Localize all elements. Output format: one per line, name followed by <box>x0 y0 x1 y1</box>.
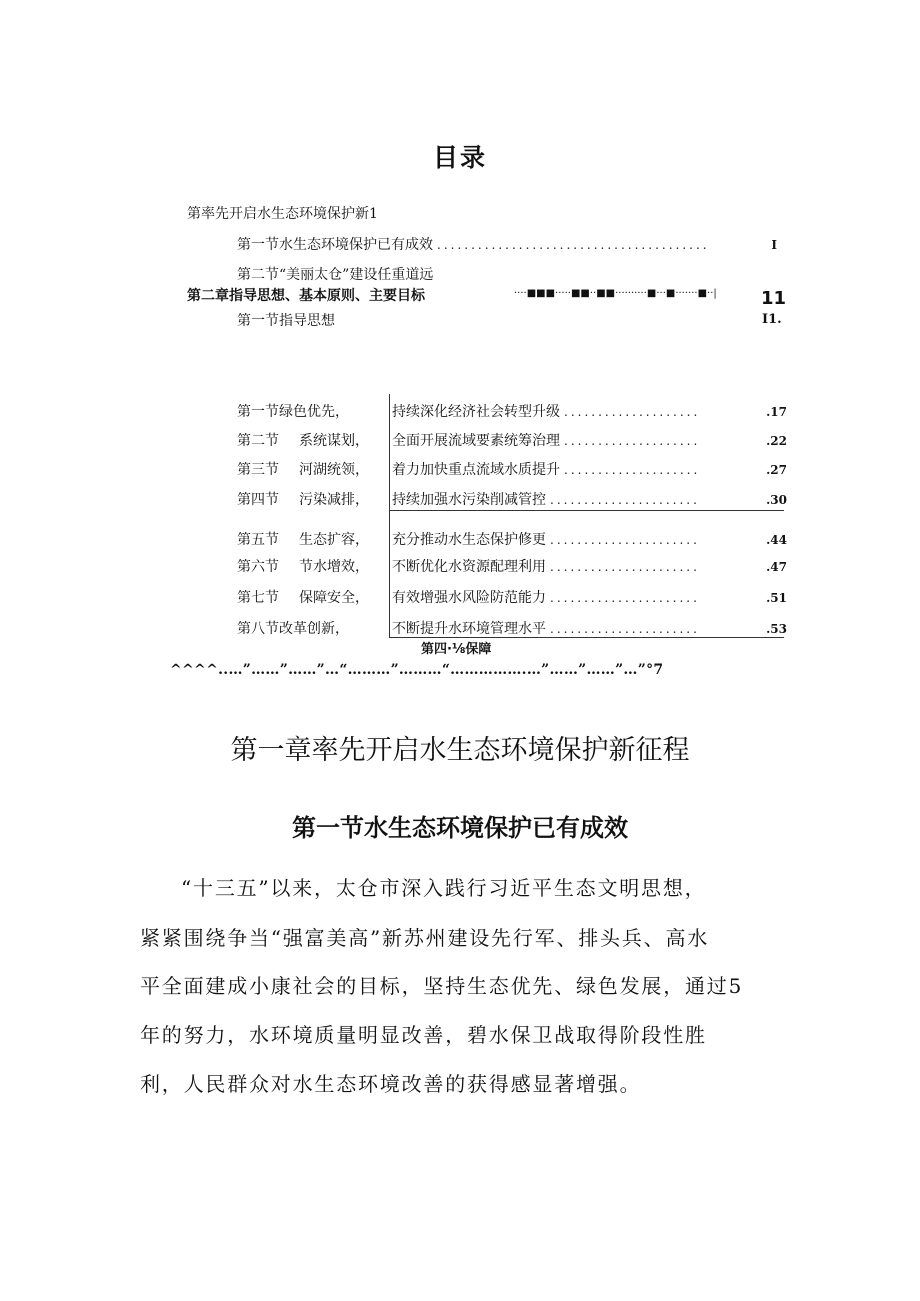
toc-ch3-section-5[interactable] <box>237 529 787 551</box>
toc-page-number: I <box>771 238 777 252</box>
section-description: 有效增强水风险防范能力 ...................... .51 <box>392 590 787 606</box>
toc-title: 目录 <box>432 143 487 172</box>
toc-garbled-leader: ^^^^..…”……”……”…“………”………“…………….…”……”……”…”°7 <box>170 662 664 678</box>
toc-ch3-section-3[interactable] <box>237 459 787 481</box>
chapter-title: 第一章率先开启水生态环境保护新征程 <box>230 735 690 766</box>
section-prefix: 第四节 <box>237 492 279 508</box>
section-principle: 保障安全， <box>299 590 369 606</box>
toc-ch1-section-2[interactable]: 第二节“美丽太仓”建设任重道远 <box>237 267 434 283</box>
toc-chapter-2[interactable]: 第二章指导思想、基本原则、主要目标 <box>187 288 425 304</box>
toc-chapter-4[interactable]: 第四·⅛保障 <box>421 642 492 657</box>
toc-ch3-section-7[interactable] <box>237 587 787 609</box>
section-description: 着力加快重点流域水质提升 .................... .27 <box>392 462 787 478</box>
toc-ch1-section-1[interactable] <box>237 234 777 254</box>
body-paragraph-line-3: 平全面建成小康社会的目标，坚持生态优先、绿色发展，通过5 <box>140 974 744 998</box>
section-prefix: 第一节绿色优先， <box>237 404 349 420</box>
section-principle: 生态扩容， <box>299 532 369 548</box>
section-principle: 污染减排， <box>299 492 369 508</box>
section-description: 全面开展流域要素统筹治理 .................... .22 <box>392 433 787 449</box>
toc-entry-label: 第一节水生态环境保护已有成效 <box>237 237 433 253</box>
body-paragraph-line-5: 利，人民群众对水生态环境改善的获得感显著增强。 <box>140 1072 642 1096</box>
section-title: 第一节水生态环境保护已有成效 <box>292 814 628 842</box>
body-paragraph-line-1: “十三五”以来，太仓市深入践行习近平生态文明思想， <box>181 876 707 900</box>
toc-leader-dots: ........................................ <box>437 238 710 252</box>
toc-ch3-section-2[interactable] <box>237 430 787 452</box>
section-prefix: 第八节改革创新， <box>237 621 349 637</box>
section-prefix: 第六节 <box>237 559 279 575</box>
body-paragraph-line-4: 年的努力，水环境质量明显改善，碧水保卫战取得阶段性胜 <box>140 1023 707 1047</box>
toc-ch2-section-1[interactable]: 第一节指导思想 <box>237 313 335 329</box>
section-description: 持续加强水污染削减管控 ...................... .30 <box>392 492 787 508</box>
toc-ch3-section-1[interactable] <box>237 401 787 423</box>
toc-ch3-section-4[interactable] <box>237 489 787 511</box>
section-description: 不断提升水环境管理水平 ...................... .53 <box>392 621 787 637</box>
section-description: 持续深化经济社会转型升级 .................... .17 <box>392 404 787 420</box>
section-principle: 节水增效， <box>299 559 369 575</box>
toc-chapter-1[interactable]: 第率先开启水生态环境保护新1 <box>187 206 378 222</box>
section-prefix: 第五节 <box>237 532 279 548</box>
section-description: 充分推动水生态保护修更 ...................... .44 <box>392 532 787 548</box>
section-prefix: 第二节 <box>237 433 279 449</box>
section-description: 不断优化水资源配理利用 ...................... .47 <box>392 559 787 575</box>
toc-ch2-section-1-page: I1. <box>762 312 782 327</box>
section-prefix: 第三节 <box>237 462 279 478</box>
section-principle: 系统谋划， <box>299 433 369 449</box>
section-prefix: 第七节 <box>237 590 279 606</box>
toc-chapter-2-page: 11 <box>761 288 787 309</box>
body-paragraph-line-2: 紧紧围绕争当“强富美高”新苏州建设先行军、排头兵、高水 <box>140 926 710 950</box>
toc-ch3-section-6[interactable] <box>237 556 787 578</box>
toc-chapter-2-leader: ····■■■·····■■··■■··········■···■·······■··| <box>514 288 717 299</box>
toc-ch3-section-8[interactable] <box>237 618 787 640</box>
section-principle: 河湖统领， <box>299 462 369 478</box>
